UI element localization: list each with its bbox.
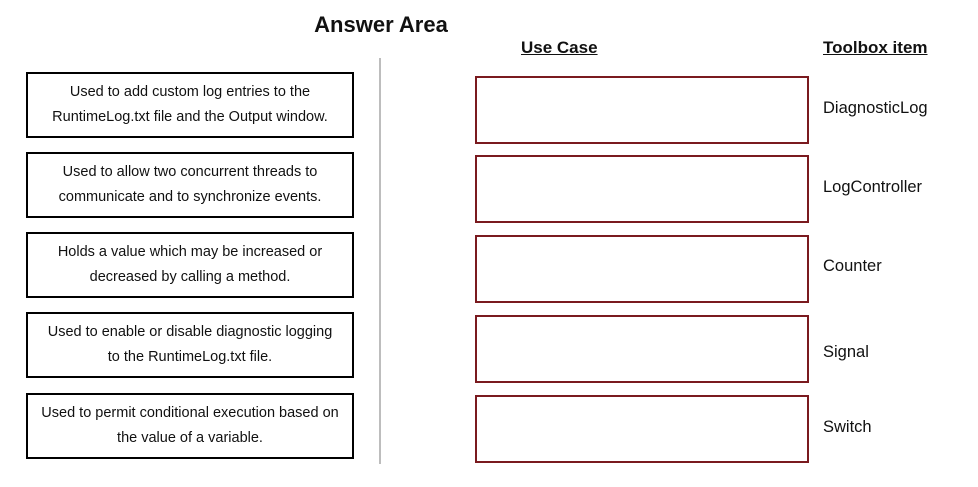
option-card-increase-decrease-value[interactable]: Holds a value which may be increased or decreased by calling a method.: [26, 232, 354, 298]
toolbox-item-logcontroller: LogController: [823, 178, 923, 196]
option-card-custom-log[interactable]: Used to add custom log entries to the RuntimeLog.txt file and the Output window.: [26, 72, 354, 138]
column-divider: [379, 58, 381, 464]
toolbox-item-column-header: Toolbox item: [823, 38, 928, 57]
drop-target-switch[interactable]: [475, 395, 809, 463]
drop-target-signal[interactable]: [475, 315, 809, 383]
use-case-column-header: Use Case: [521, 38, 598, 57]
drop-target-logcontroller[interactable]: [475, 155, 809, 223]
drop-target-counter[interactable]: [475, 235, 809, 303]
drop-target-diagnosticlog[interactable]: [475, 76, 809, 144]
toolbox-item-counter: Counter: [823, 257, 882, 275]
toolbox-item-switch: Switch: [823, 418, 872, 436]
option-card-conditional-execution[interactable]: Used to permit conditional execution based on the value of a variable.: [26, 393, 354, 459]
answer-area-title: Answer Area: [314, 12, 448, 37]
option-card-enable-disable-logging[interactable]: Used to enable or disable diagnostic logging to the RuntimeLog.txt file.: [26, 312, 354, 378]
option-card-concurrent-threads[interactable]: Used to allow two concurrent threads to communicate and to synchronize events.: [26, 152, 354, 218]
toolbox-item-diagnosticlog: DiagnosticLog: [823, 99, 928, 117]
toolbox-item-signal: Signal: [823, 343, 869, 361]
